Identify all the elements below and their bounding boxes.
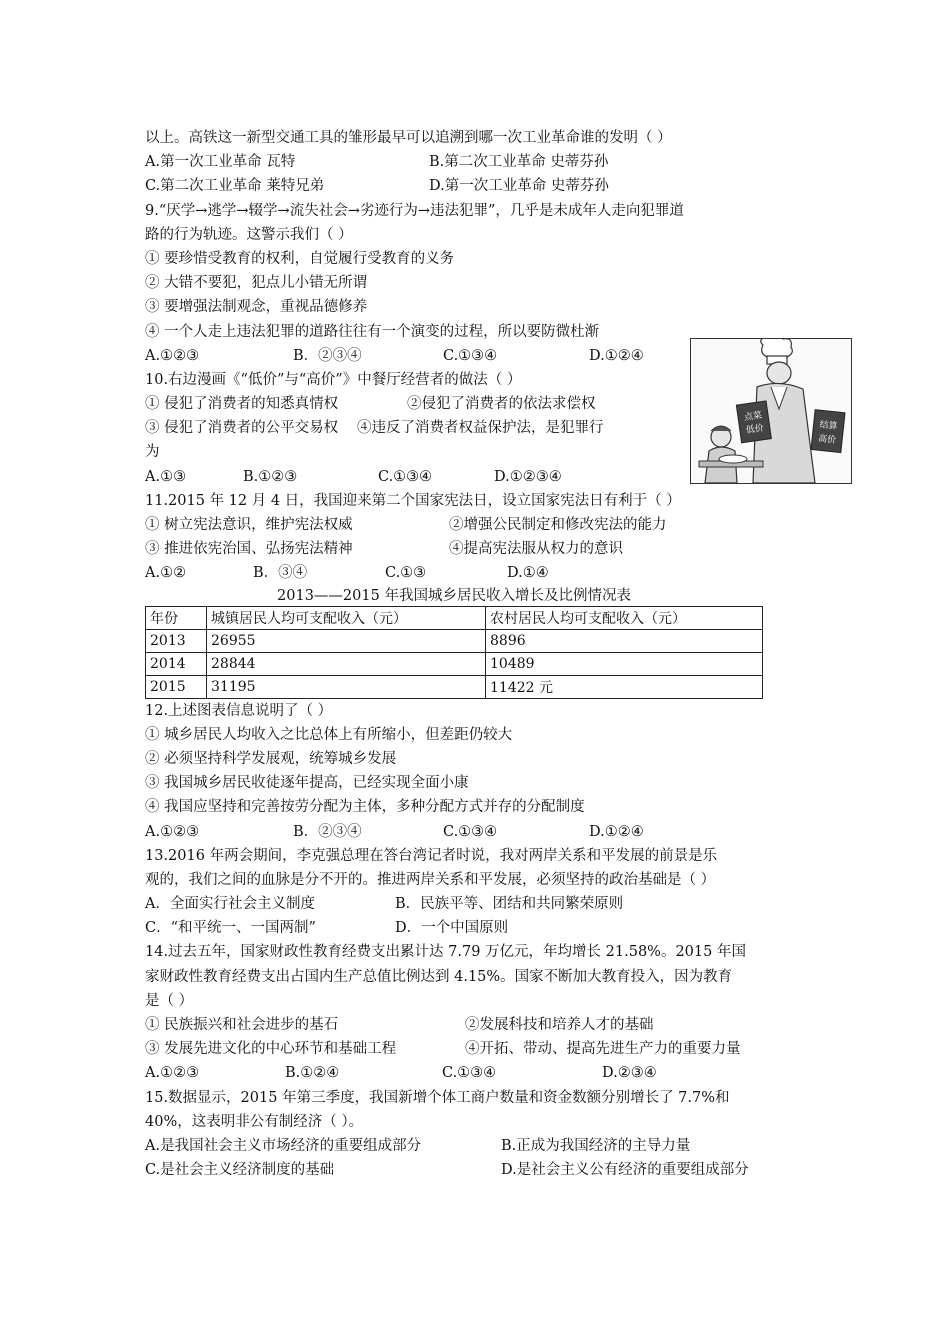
table-title: 2013——2015 年我国城乡居民收入增长及比例情况表 (277, 587, 631, 604)
table-cell-year: 2014 (146, 652, 207, 675)
q10-option-c: C.①③④ (378, 468, 433, 485)
q13-options-cd (145, 916, 815, 940)
q9-statement-1: ① 要珍惜受教育的权利，自觉履行受教育的义务 (145, 250, 455, 267)
exam-page (145, 126, 815, 1182)
table-row (146, 675, 763, 698)
q14-option-c: C.①③④ (442, 1065, 497, 1082)
q12-stem: 12.上述图表信息说明了（ ） (145, 702, 333, 719)
q11-options (145, 561, 815, 585)
q9-statement-3: ③ 要增强法制观念，重视品德修养 (145, 299, 368, 316)
q12-option-c: C.①③④ (443, 823, 498, 840)
q11-statement-1: ① 树立宪法意识，维护宪法权威 (145, 517, 353, 533)
q14-option-a: A.①②③ (145, 1065, 200, 1082)
q14-options (145, 1061, 815, 1085)
q9-statement-2: ② 大错不要犯，犯点儿小错无所谓 (145, 275, 368, 292)
q10-statement-4: ④违反了消费者权益保护法，是犯罪行 (357, 420, 604, 437)
q10-statement-1: ① 侵犯了消费者的知悉真情权 (145, 396, 339, 413)
q15-stem-line1: 15.数据显示，2015 年第三季度，我国新增个体工商户数量和资金数额分别增长了 7.7%和 (145, 1089, 730, 1106)
q13-stem-line2: 观的，我们之间的血脉是分不开的。推进两岸关系和平发展，必须坚持的政治基础是（ ） (145, 871, 716, 888)
table-cell-urban: 31195 (207, 675, 486, 698)
table-row (146, 652, 763, 675)
q13-option-d: D．一个中国原则 (395, 920, 509, 937)
q13-stem-line1: 13.2016 年两会期间，李克强总理在答台湾记者时说，我对两岸关系和平发展的前景是乐 (145, 847, 718, 864)
q11-statement-4: ④提高宪法服从权力的意识 (449, 541, 623, 558)
q9-option-d: D.①②④ (589, 347, 644, 364)
q13-option-c: C．“和平统一、一国两制” (145, 920, 316, 937)
q15-options-cd (145, 1158, 815, 1182)
q9-option-c: C.①③④ (443, 347, 498, 364)
q15-option-a: A.是我国社会主义市场经济的重要组成部分 (145, 1137, 422, 1154)
table-cell-rural: 10489 (486, 652, 763, 675)
table-cell-year: 2015 (146, 675, 207, 698)
q11-stem: 11.2015 年 12 月 4 日，我国迎来第二个国家宪法日，设立国家宪法日有利于（ ） (145, 492, 681, 509)
q8-option-c: C.第二次工业革命 莱特兄弟 (145, 178, 325, 195)
q15-stem-line2: 40%，这表明非公有制经济（ ）。 (145, 1113, 364, 1130)
income-table (145, 606, 763, 699)
q12-statement-1: ① 城乡居民人均收入之比总体上有所缩小，但差距仍较大 (145, 726, 513, 743)
q13-option-b: B．民族平等、团结和共同繁荣原则 (395, 896, 624, 913)
q12-option-d: D.①②④ (589, 823, 644, 840)
table-cell-urban: 26955 (207, 629, 486, 652)
q8-options-cd (145, 174, 815, 198)
q10-statement-4-cont: 为 (145, 444, 160, 461)
q12-statement-2: ② 必须坚持科学发展观，统筹城乡发展 (145, 750, 397, 767)
table-cell-year: 2013 (146, 629, 207, 652)
q14-option-d: D.②③④ (602, 1065, 657, 1082)
q9-stem-line1: 9.“厌学→逃学→辍学→流失社会→劣迹行为→违法犯罪”，几乎是未成年人走向犯罪道 (145, 202, 684, 219)
q11-option-d: D.①④ (507, 565, 549, 582)
q9-statement-4: ④ 一个人走上违法犯罪的道路往往有一个演变的过程，所以要防微杜渐 (145, 323, 600, 340)
q13-options-ab (145, 892, 815, 916)
q14-statement-4: ④开拓、带动、提高先进生产力的重要力量 (465, 1041, 741, 1058)
q11-option-b: B．③④ (253, 565, 308, 582)
cartoon-sign-left-line1: 点菜 (743, 410, 763, 424)
table-cell-rural: 8896 (486, 629, 763, 652)
q10-stem: 10.右边漫画《“低价”与“高价”》中餐厅经营者的做法（ ） (145, 371, 522, 388)
q8-option-b: B.第二次工业革命 史蒂芬孙 (429, 154, 609, 171)
table-header-rural: 农村居民人均可支配收入（元） (486, 606, 763, 629)
q8-option-d: D.第一次工业革命 史蒂芬孙 (429, 178, 609, 195)
q13-option-a: A．全面实行社会主义制度 (145, 896, 315, 913)
q9-stem-line2: 路的行为轨迹。这警示我们（ ） (145, 226, 353, 243)
q11-statements-12 (145, 513, 815, 537)
table-cell-rural: 11422 元 (486, 675, 763, 698)
q11-statement-3: ③ 推进依宪治国、弘扬宪法精神 (145, 541, 353, 558)
cartoon-sign-left-line2: 低价 (745, 423, 765, 436)
cartoon-sign-right-line2: 高价 (817, 434, 837, 446)
q10-option-b: B.①②③ (243, 468, 298, 485)
table-header-urban: 城镇居民人均可支配收入（元） (207, 606, 486, 629)
q14-statement-2: ②发展科技和培养人才的基础 (465, 1017, 654, 1033)
q15-option-b: B.正成为我国经济的主导力量 (501, 1137, 691, 1154)
q15-options-ab (145, 1134, 815, 1158)
q11-statement-2: ②增强公民制定和修改宪法的能力 (449, 517, 667, 533)
table-header-year: 年份 (146, 606, 207, 629)
q8-stem: 以上。高铁这一新型交通工具的雏形最早可以追溯到哪一次工业革命谁的发明（ ） (145, 130, 672, 146)
q14-stem-line1: 14.过去五年，国家财政性教育经费支出累计达 7.79 万亿元，年均增长 21.58%。2015 年国 (145, 944, 746, 961)
q9-option-a: A.①②③ (145, 347, 200, 364)
table-header-row (146, 606, 763, 629)
cartoon-illustration (691, 339, 851, 483)
q8-options-ab (145, 150, 815, 174)
q10-statement-2: ②侵犯了消费者的依法求偿权 (407, 396, 596, 413)
q12-options (145, 820, 815, 844)
q14-statements-12 (145, 1013, 815, 1037)
q14-option-b: B.①②④ (285, 1065, 340, 1082)
q12-option-b: B．②③④ (293, 823, 362, 840)
q14-statement-3: ③ 发展先进文化的中心环节和基础工程 (145, 1041, 397, 1058)
q9-option-b: B．②③④ (293, 347, 362, 364)
q11-option-a: A.①② (145, 565, 187, 582)
q8-option-a: A.第一次工业革命 瓦特 (145, 154, 296, 171)
q15-option-d: D.是社会主义公有经济的重要组成部分 (501, 1162, 749, 1179)
q10-option-d: D.①②③④ (494, 468, 562, 485)
table-cell-urban: 28844 (207, 652, 486, 675)
q10-statement-3: ③ 侵犯了消费者的公平交易权 (145, 420, 339, 437)
q11-statements-34 (145, 537, 815, 561)
q14-stem-line3: 是（ ） (145, 992, 194, 1009)
q12-statement-3: ③ 我国城乡居民收徒逐年提高，已经实现全面小康 (145, 775, 469, 792)
cartoon-low-high-price (690, 338, 852, 484)
q14-statements-34 (145, 1037, 815, 1061)
q12-option-a: A.①②③ (145, 823, 200, 840)
cartoon-sign-right-line1: 结算 (819, 420, 838, 433)
q11-option-c: C.①③ (385, 565, 427, 582)
q14-stem-line2: 家财政性教育经费支出占国内生产总值比例达到 4.15%。国家不断加大教育投入，因为教育 (145, 968, 733, 985)
q12-statement-4: ④ 我国应坚持和完善按劳分配为主体，多种分配方式并存的分配制度 (145, 799, 585, 816)
q15-option-c: C.是社会主义经济制度的基础 (145, 1162, 335, 1179)
q10-option-a: A.①③ (145, 468, 187, 485)
q14-statement-1: ① 民族振兴和社会进步的基石 (145, 1017, 339, 1033)
table-row (146, 629, 763, 652)
